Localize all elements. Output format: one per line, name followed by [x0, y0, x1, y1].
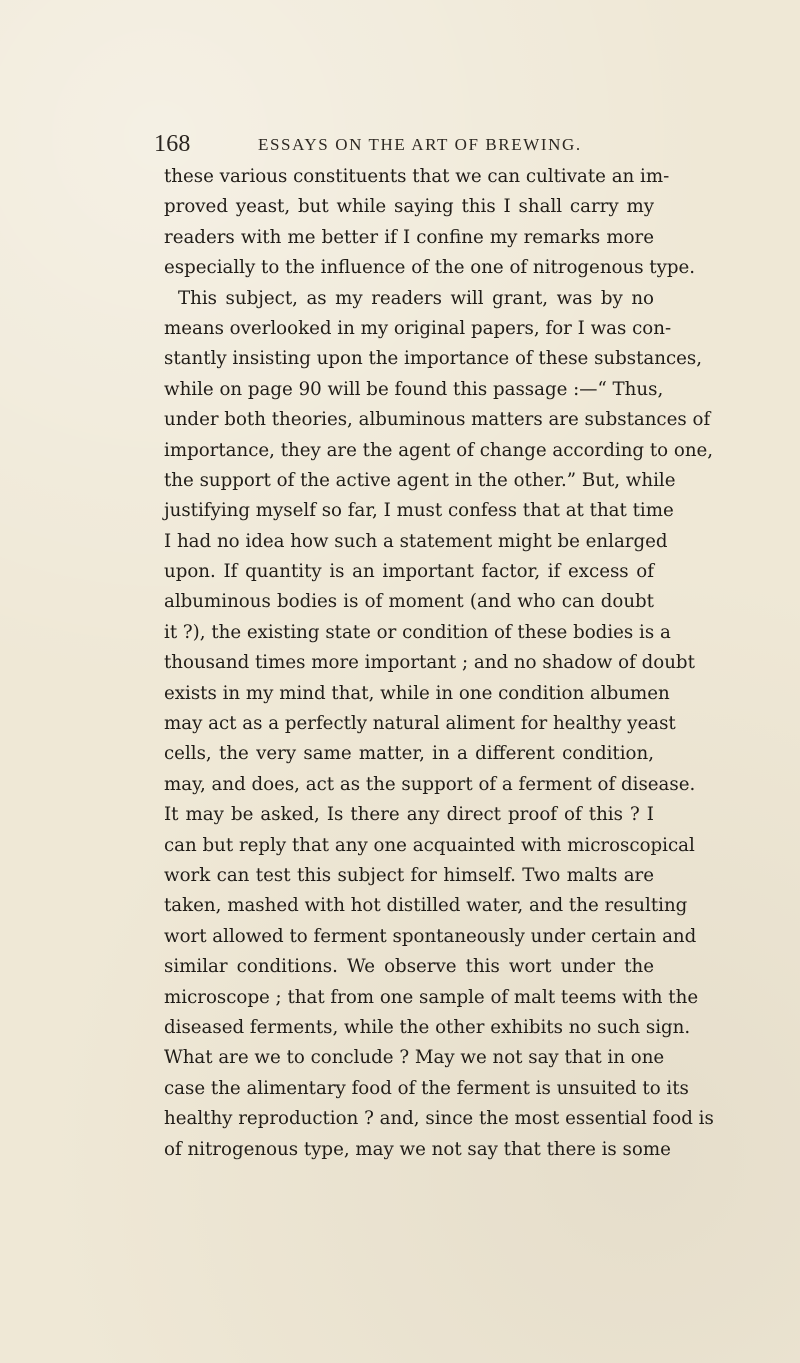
text-line: of nitrogenous type, may we not say that there is some — [164, 1138, 671, 1160]
text-line: I had no idea how such a statement might be enlarged — [164, 530, 668, 552]
text-line: can but reply that any one acquainted with microscopical — [164, 834, 695, 856]
text-line: exists in my mind that, while in one condition albumen — [164, 682, 670, 704]
text-line: taken, mashed with hot distilled water, and the resulting — [164, 895, 688, 917]
text-line: these various constituents that we can cultivate an im- — [164, 166, 670, 187]
text-line: healthy reproduction ? and, since the most essential food is — [164, 1108, 714, 1130]
text-line: This subject, as my readers will grant, was by no — [178, 287, 654, 309]
text-line: stantly insisting upon the importance of these substances, — [164, 348, 703, 370]
text-line: readers with me better if I confine my remarks more — [164, 226, 654, 248]
text-line: microscope ; that from one sample of malt teems with the — [164, 986, 699, 1008]
text-line: importance, they are the agent of change according to one, — [164, 439, 714, 461]
text-line: work can test this subject for himself. Two malts are — [164, 864, 654, 886]
text-line: albuminous bodies is of moment (and who can doubt — [164, 591, 654, 613]
text-line: under both theories, albuminous matters are substances of — [164, 409, 711, 431]
text-line: especially to the influence of the one of nitrogenous type. — [164, 257, 696, 279]
text-line: similar conditions. We observe this wort under the — [164, 956, 654, 978]
text-line: may act as a perfectly natural aliment for healthy yeast — [164, 713, 676, 735]
text-line: means overlooked in my original papers, for I was con- — [164, 317, 672, 339]
page-header — [154, 129, 654, 159]
text-line: justifying myself so far, I must confess that at that time — [164, 500, 674, 522]
text-line: while on page 90 will be found this passage :—“ Thus, — [164, 378, 664, 400]
text-line: thousand times more important ; and no shadow of doubt — [164, 652, 695, 674]
text-line: case the alimentary food of the ferment is unsuited to its — [164, 1077, 689, 1099]
text-line: the support of the active agent in the other.” But, while — [164, 469, 676, 491]
page-number: 168 — [154, 131, 191, 157]
text-line: wort allowed to ferment spontaneously under certain and — [164, 925, 697, 947]
text-line: proved yeast, but while saying this I shall carry my — [164, 196, 654, 218]
running-title: ESSAYS ON THE ART OF BREWING. — [258, 135, 582, 154]
text-line: It may be asked, Is there any direct proof of this ? I — [164, 804, 654, 826]
text-line: diseased ferments, while the other exhibits no such sign. — [164, 1016, 691, 1038]
text-line: cells, the very same matter, in a different condition, — [164, 743, 654, 765]
text-line: What are we to conclude ? May we not say that in one — [164, 1047, 665, 1069]
text-line: may, and does, act as the support of a ferment of disease. — [164, 773, 696, 795]
text-line: it ?), the existing state or condition of these bodies is a — [164, 621, 671, 643]
body-text — [164, 162, 714, 1165]
text-line: upon. If quantity is an important factor, if excess of — [164, 561, 654, 583]
